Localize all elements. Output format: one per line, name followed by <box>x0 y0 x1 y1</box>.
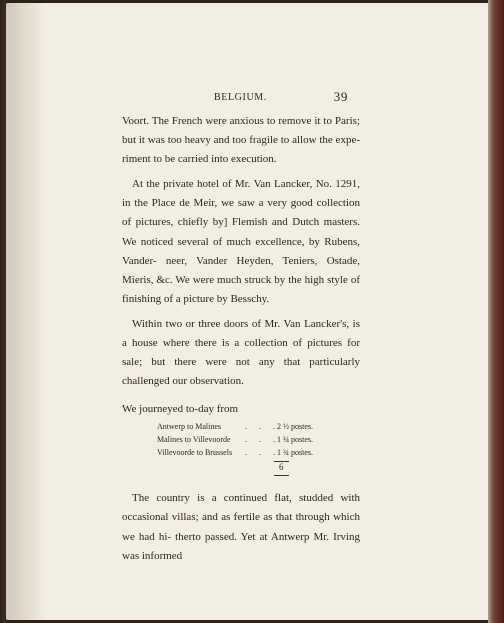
text-line: in the Place de Meir, we saw a very good collection <box>122 197 360 210</box>
text-line: At the private hotel of Mr. Van Lancker, No. 1291, <box>132 178 360 191</box>
text-line: noticed several of much excellence, by Rubens, Vander- <box>122 235 360 267</box>
text-line: but there were not any that particularly challenged our <box>122 356 361 388</box>
text-line: The country is a continued flat, studded with occasional <box>122 492 360 524</box>
route-distance: 1 ¼ postes. <box>277 435 313 445</box>
page-body <box>122 112 360 566</box>
route-leader-dots: . . . <box>245 422 280 432</box>
running-head: BELGIUM. <box>214 92 267 103</box>
route-leader-dots: . . . <box>245 435 280 445</box>
route-total <box>157 459 360 477</box>
route-leader-dots: . . . <box>245 448 280 458</box>
page-number: 39 <box>333 89 348 104</box>
total-value: 6 <box>279 462 284 473</box>
text-line: of pictures, chiefly by] Flemish and Dutch masters. We <box>122 216 360 248</box>
route-row <box>157 420 360 433</box>
text-line: were much struck by the high style of finishing of a picture <box>122 273 360 305</box>
journey-intro: We journeyed to-day from <box>122 403 239 416</box>
text-line: Voort. The French were anxious to remove it to Paris; <box>122 115 360 127</box>
route-name: Villevoorde to Brussels <box>157 448 233 458</box>
route-distance: 1 ¾ postes. <box>277 448 313 458</box>
journey-section <box>122 400 360 477</box>
route-table <box>157 420 360 477</box>
route-name: Malines to Villevoorde <box>157 435 231 445</box>
text-line: therto passed. Yet at Antwerp Mr. Irving was informed <box>122 530 360 562</box>
page-edge <box>488 0 504 623</box>
text-line: riment to be carried into execution. <box>122 153 277 166</box>
text-line: by Besschy. <box>216 292 270 305</box>
route-distance: 2 ½ postes. <box>277 422 313 432</box>
text-line: observation. <box>189 375 244 388</box>
route-row <box>157 433 360 446</box>
route-row <box>157 446 360 459</box>
route-name: Antwerp to Malines <box>157 422 221 432</box>
text-line: villas; and as fertile as that through which we had hi- <box>122 511 361 543</box>
paragraph-4 <box>122 489 360 565</box>
text-line: neer, Vander Heyden, Teniers, Ostade, Mieris, &c. We <box>122 254 360 286</box>
paragraph-2 <box>122 175 360 309</box>
paragraph-3 <box>122 315 360 391</box>
paragraph-1 <box>122 112 360 169</box>
text-line: but it was too heavy and too fragile to allow the expe- <box>122 134 360 147</box>
text-line: a house where there is a collection of pictures for sale; <box>122 337 360 369</box>
text-line: Within two or three doors of Mr. Van Lancker's, is <box>132 317 360 330</box>
gutter-shadow <box>6 3 46 620</box>
total-rule-bottom <box>274 475 289 476</box>
